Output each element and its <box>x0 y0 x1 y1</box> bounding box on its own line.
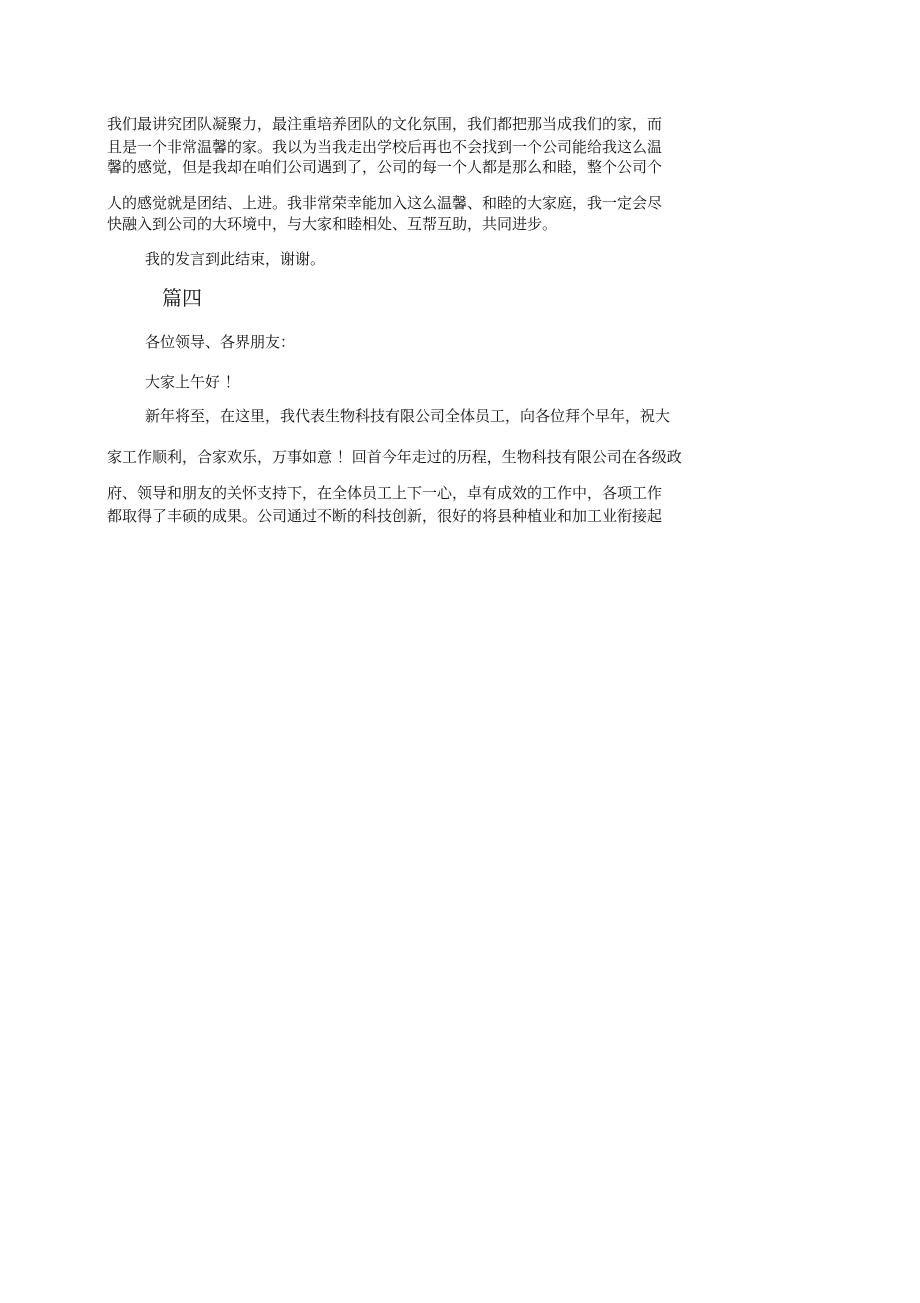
paragraph-1-line-5: 快融入到公司的大环境中，与大家和睦相处、互帮互助，共同进步。 <box>107 215 558 233</box>
section-heading: 篇四 <box>162 286 202 310</box>
paragraph-1-line-3: 馨的感觉，但是我却在咱们公司遇到了，公司的每一个人都是那么和睦，整个公司个 <box>107 158 663 176</box>
paragraph-1-line-4: 人的感觉就是团结、上进。我非常荣幸能加入这么温馨、和睦的大家庭，我一定会尽 <box>107 194 663 212</box>
greeting-line: 大家上午好 ！ <box>145 373 240 391</box>
paragraph-2-line-4: 都取得了丰硕的成果。公司通过不断的科技创新，很好的将县种植业和加工业衔接起 <box>107 507 663 525</box>
closing-line: 我的发言到此结束，谢谢。 <box>145 250 326 268</box>
paragraph-2-line-1: 新年将至，在这里，我代表生物科技有限公司全体员工，向各位拜个早年，祝大 <box>145 407 671 425</box>
paragraph-1-line-1: 我们最讲究团队凝聚力，最注重培养团队的文化氛围，我们都把那当成我们的家，而 <box>107 115 663 133</box>
paragraph-2-line-3: 府、领导和朋友的关怀支持下，在全体员工上下一心，卓有成效的工作中，各项工作 <box>107 484 663 502</box>
salutation-line: 各位领导、各界朋友： <box>145 333 296 351</box>
paragraph-2-line-2: 家工作顺利，合家欢乐，万事如意 ！回首今年走过的历程，生物科技有限公司在各级政 <box>107 448 682 466</box>
paragraph-1-line-2: 且是一个非常温馨的家。我以为当我走出学校后再也不会找到一个公司能给我这么温 <box>107 138 663 156</box>
